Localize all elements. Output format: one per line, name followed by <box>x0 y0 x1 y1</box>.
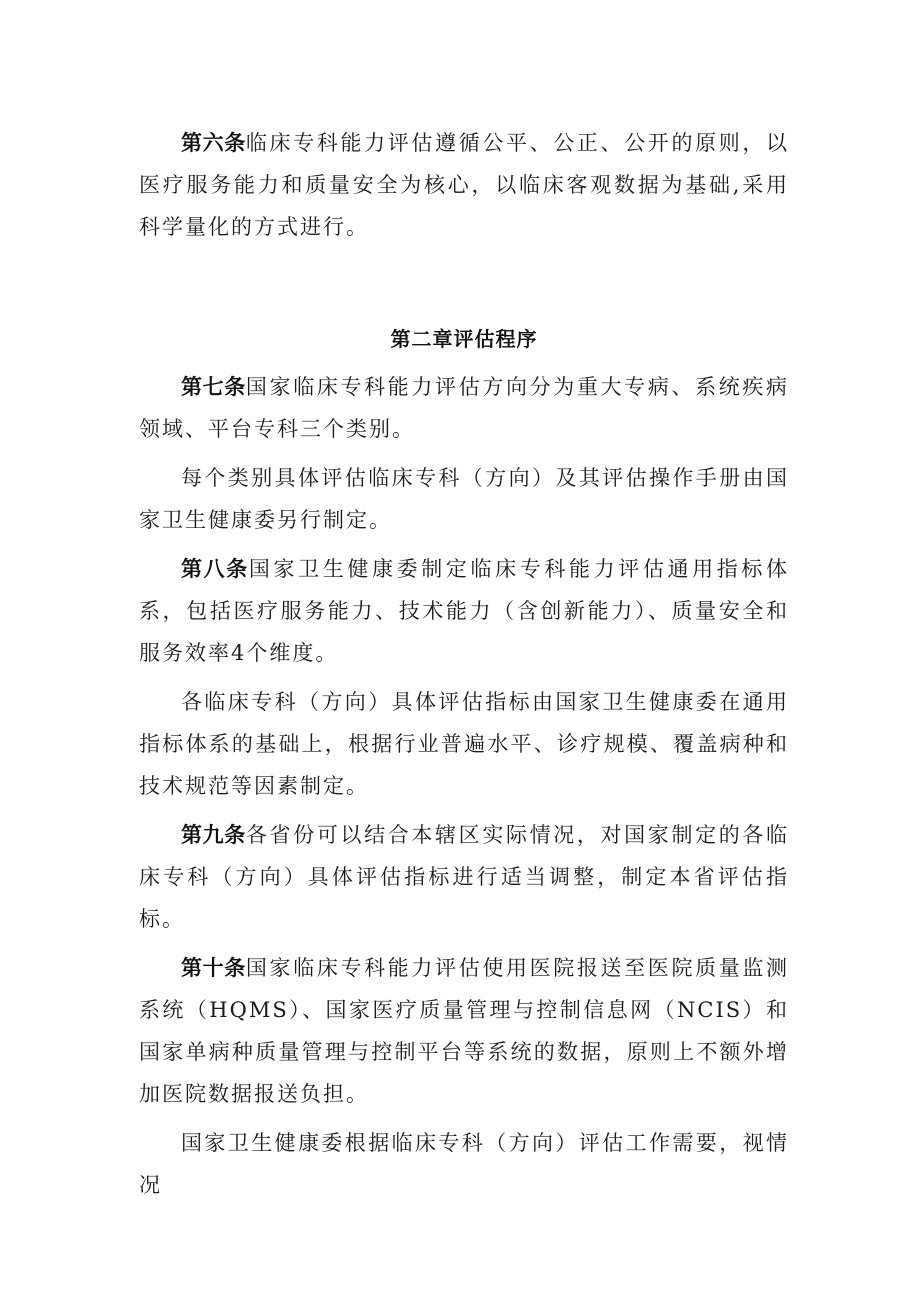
article-label: 第九条 <box>181 823 246 847</box>
paragraph-text: 国家临床专科能力评估方向分为重大专病、系统疾病领域、平台专科三个类别。 <box>139 375 789 441</box>
paragraph-text: 国家临床专科能力评估使用医院报送至医院质量监测系统（HQMS）、国家医疗质量管理与控制信息网（NCIS）和国家单病种质量管理与控制平台等系统的数据，原则上不额外增加医院数据报送负担。 <box>139 956 789 1106</box>
article-8-continuation-paragraph <box>139 681 789 807</box>
paragraph-text: 各临床专科（方向）具体评估指标由国家卫生健康委在通用指标体系的基础上，根据行业普遍水平、诊疗规模、覆盖病种和技术规范等因素制定。 <box>139 690 789 798</box>
paragraph-text: 各省份可以结合本辖区实际情况，对国家制定的各临床专科（方向）具体评估指标进行适当调整，制定本省评估指标。 <box>139 823 789 931</box>
article-10-paragraph <box>139 947 789 1115</box>
paragraph-text: 国家卫生健康委制定临床专科能力评估通用指标体系，包括医疗服务能力、技术能力（含创新能力）、质量安全和服务效率4个维度。 <box>139 557 789 665</box>
paragraph-text: 临床专科能力评估遵循公平、公正、公开的原则，以医疗服务能力和质量安全为核心，以临床客观数据为基础,采用科学量化的方式进行。 <box>139 131 789 239</box>
article-7-paragraph <box>139 366 789 450</box>
paragraph-text: 每个类别具体评估临床专科（方向）及其评估操作手册由国家卫生健康委另行制定。 <box>139 466 789 532</box>
document-body <box>139 122 789 1206</box>
article-label: 第七条 <box>181 375 246 399</box>
article-6-paragraph <box>139 122 789 248</box>
article-10-continuation-paragraph <box>139 1122 789 1206</box>
article-7-continuation-paragraph <box>139 457 789 541</box>
article-label: 第六条 <box>181 131 246 155</box>
article-label: 第十条 <box>181 956 246 980</box>
article-label: 第八条 <box>181 557 249 581</box>
chapter-heading-wrapper <box>139 318 789 360</box>
article-9-paragraph <box>139 814 789 940</box>
article-8-paragraph <box>139 548 789 674</box>
paragraph-text: 国家卫生健康委根据临床专科（方向）评估工作需要，视情况 <box>139 1131 789 1197</box>
chapter-heading: 第二章评估程序 <box>390 327 538 351</box>
